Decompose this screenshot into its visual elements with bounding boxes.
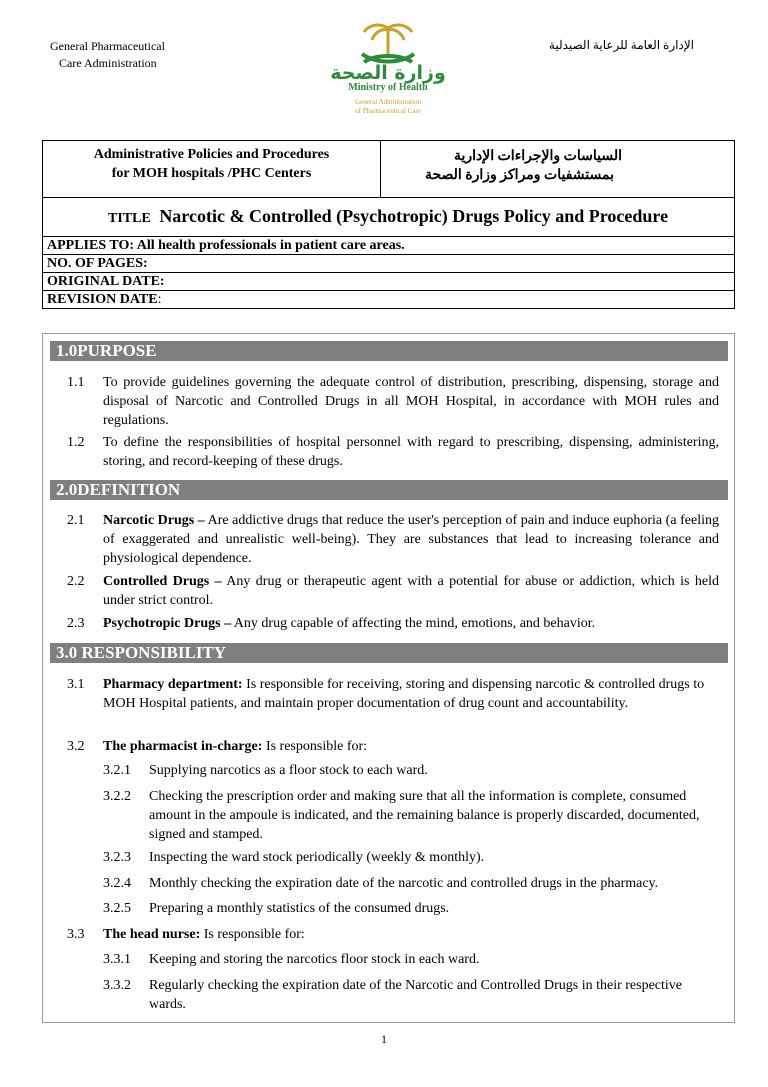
term: Psychotropic Drugs – (103, 616, 232, 631)
item-number: 2.3 (67, 616, 85, 631)
logo-arabic-text: وزارة الصحة (330, 62, 446, 84)
header-left (50, 38, 165, 72)
policy-header-table (42, 140, 735, 309)
term: Controlled Drugs – (103, 574, 222, 589)
policy-table-row-heading (43, 141, 734, 198)
logo-subtitle (318, 98, 458, 116)
ministry-of-health-logo (318, 20, 458, 122)
list-item (67, 511, 719, 568)
sub-list-item (103, 761, 719, 780)
term: Narcotic Drugs – (103, 513, 205, 528)
sub-item-text: Regularly checking the expiration date of the Narcotic and Controlled Drugs in their respective wards. (149, 978, 682, 1012)
item-number: 2.2 (67, 574, 85, 589)
sub-item-number: 3.2.5 (103, 901, 131, 916)
definition-text: Any drug capable of affecting the mind, emotions, and behavior. (231, 616, 596, 631)
policy-english-line2: for MOH hospitals /PHC Centers (111, 166, 312, 181)
list-item (67, 572, 719, 610)
term: The head nurse: (103, 927, 201, 942)
sub-list-item (103, 848, 719, 867)
term: The pharmacist in-charge: (103, 739, 263, 754)
item-number: 2.1 (67, 513, 85, 528)
item-text (103, 614, 719, 633)
pages-row: NO. OF PAGES: (43, 255, 734, 273)
item-text (103, 572, 719, 610)
policy-title: Narcotic & Controlled (Psychotropic) Drugs Policy and Procedure (159, 206, 669, 226)
item-text: To define the responsibilities of hospital personnel with regard to prescribing, dispensing, administering, storing, and record-keeping of these drugs. (103, 435, 719, 469)
list-item (67, 433, 719, 471)
header-right-arabic: الإدارة العامة للرعاية الصيدلية (548, 38, 694, 52)
responsibility-text: Is responsible for: (262, 739, 368, 754)
revision-date-row (43, 291, 734, 308)
item-number: 1.2 (67, 435, 85, 450)
revision-date-colon: : (157, 292, 162, 307)
item-number: 3.1 (67, 677, 85, 692)
section-heading-purpose: 1.0PURPOSE (50, 341, 728, 361)
list-item (67, 614, 719, 633)
responsibility-text: Is responsible for: (200, 927, 305, 942)
policy-title-row (43, 198, 734, 237)
logo-english-text: Ministry of Health (348, 82, 428, 93)
sub-list-item (103, 899, 719, 918)
original-date-row: ORIGINAL DATE: (43, 273, 734, 291)
policy-arabic-line1: السياسات والإجراءات الإدارية (453, 149, 622, 164)
sub-item-text: Supplying narcotics as a floor stock to each ward. (149, 763, 428, 778)
sub-list-item (103, 874, 719, 893)
term: Pharmacy department: (103, 677, 243, 692)
sub-item-number: 3.3.1 (103, 952, 131, 967)
definition-text: Are addictive drugs that reduce the user's perception of pain and induce euphoria (a feeling of exaggerated and unrealistic well-being). They are substances that lead to increasing tolerance and physiological dependence. (103, 513, 719, 566)
sub-item-text: Keeping and storing the narcotics floor stock in each ward. (149, 952, 480, 967)
sub-list-item (103, 787, 719, 844)
item-number: 3.2 (67, 739, 85, 754)
logo-subtitle-line1: General Administration (355, 98, 421, 106)
responsibility-text: Is responsible for receiving, storing and dispensing narcotic & controlled drugs to MOH Hospital patients, and maintain proper documentation of drug count and accountability. (103, 677, 705, 711)
sub-list-item (103, 976, 719, 1014)
section-heading-responsibility: 3.0 RESPONSIBILITY (50, 643, 728, 663)
sub-item-number: 3.2.2 (103, 789, 131, 804)
policy-english-line1: Administrative Policies and Procedures (93, 147, 330, 162)
definition-text: Any drug or therapeutic agent with a potential for abuse or addiction, which is held under strict control. (103, 574, 719, 608)
list-item (67, 737, 719, 756)
sub-item-number: 3.2.4 (103, 876, 131, 891)
page-number: 1 (381, 1032, 387, 1046)
sub-item-text: Checking the prescription order and making sure that all the information is complete, consumed amount in the ampoule is indicated, and the remaining balance is properly discarded, documented, signed and stamped. (149, 789, 700, 842)
logo-subtitle-line2: of Pharmaceutical Care (355, 107, 421, 115)
title-label: TITLE (108, 211, 151, 226)
header-left-line2: Care Administration (59, 56, 157, 70)
revision-date-label: REVISION DATE (47, 292, 158, 307)
sub-item-number: 3.2.1 (103, 763, 131, 778)
policy-arabic-line2: بمستشفيات ومراكز وزارة الصحة (424, 168, 614, 183)
policy-english-heading (43, 141, 381, 197)
header-left-line1: General Pharmaceutical (50, 39, 165, 53)
sub-item-text: Inspecting the ward stock periodically (weekly & monthly). (149, 850, 485, 865)
item-number: 3.3 (67, 927, 85, 942)
item-text (103, 925, 719, 944)
item-text (103, 675, 719, 713)
policy-arabic-heading (381, 141, 734, 197)
sub-item-text: Preparing a monthly statistics of the consumed drugs. (149, 901, 450, 916)
sub-item-number: 3.3.2 (103, 978, 131, 993)
sub-item-text: Monthly checking the expiration date of the narcotic and controlled drugs in the pharmacy. (149, 876, 659, 891)
item-text (103, 737, 719, 756)
sub-list-item (103, 950, 719, 969)
item-number: 1.1 (67, 375, 85, 390)
list-item (67, 373, 719, 430)
applies-to-row: APPLIES TO: All health professionals in patient care areas. (43, 237, 734, 255)
item-text (103, 511, 719, 568)
sub-item-number: 3.2.3 (103, 850, 131, 865)
list-item (67, 675, 719, 713)
item-text: To provide guidelines governing the adequate control of distribution, prescribing, dispensing, storage and disposal of Narcotic and Controlled Drugs in all MOH Hospital, in accordance with MOH rules and regulations. (103, 375, 719, 428)
list-item (67, 925, 719, 944)
section-heading-definition: 2.0DEFINITION (50, 480, 728, 500)
